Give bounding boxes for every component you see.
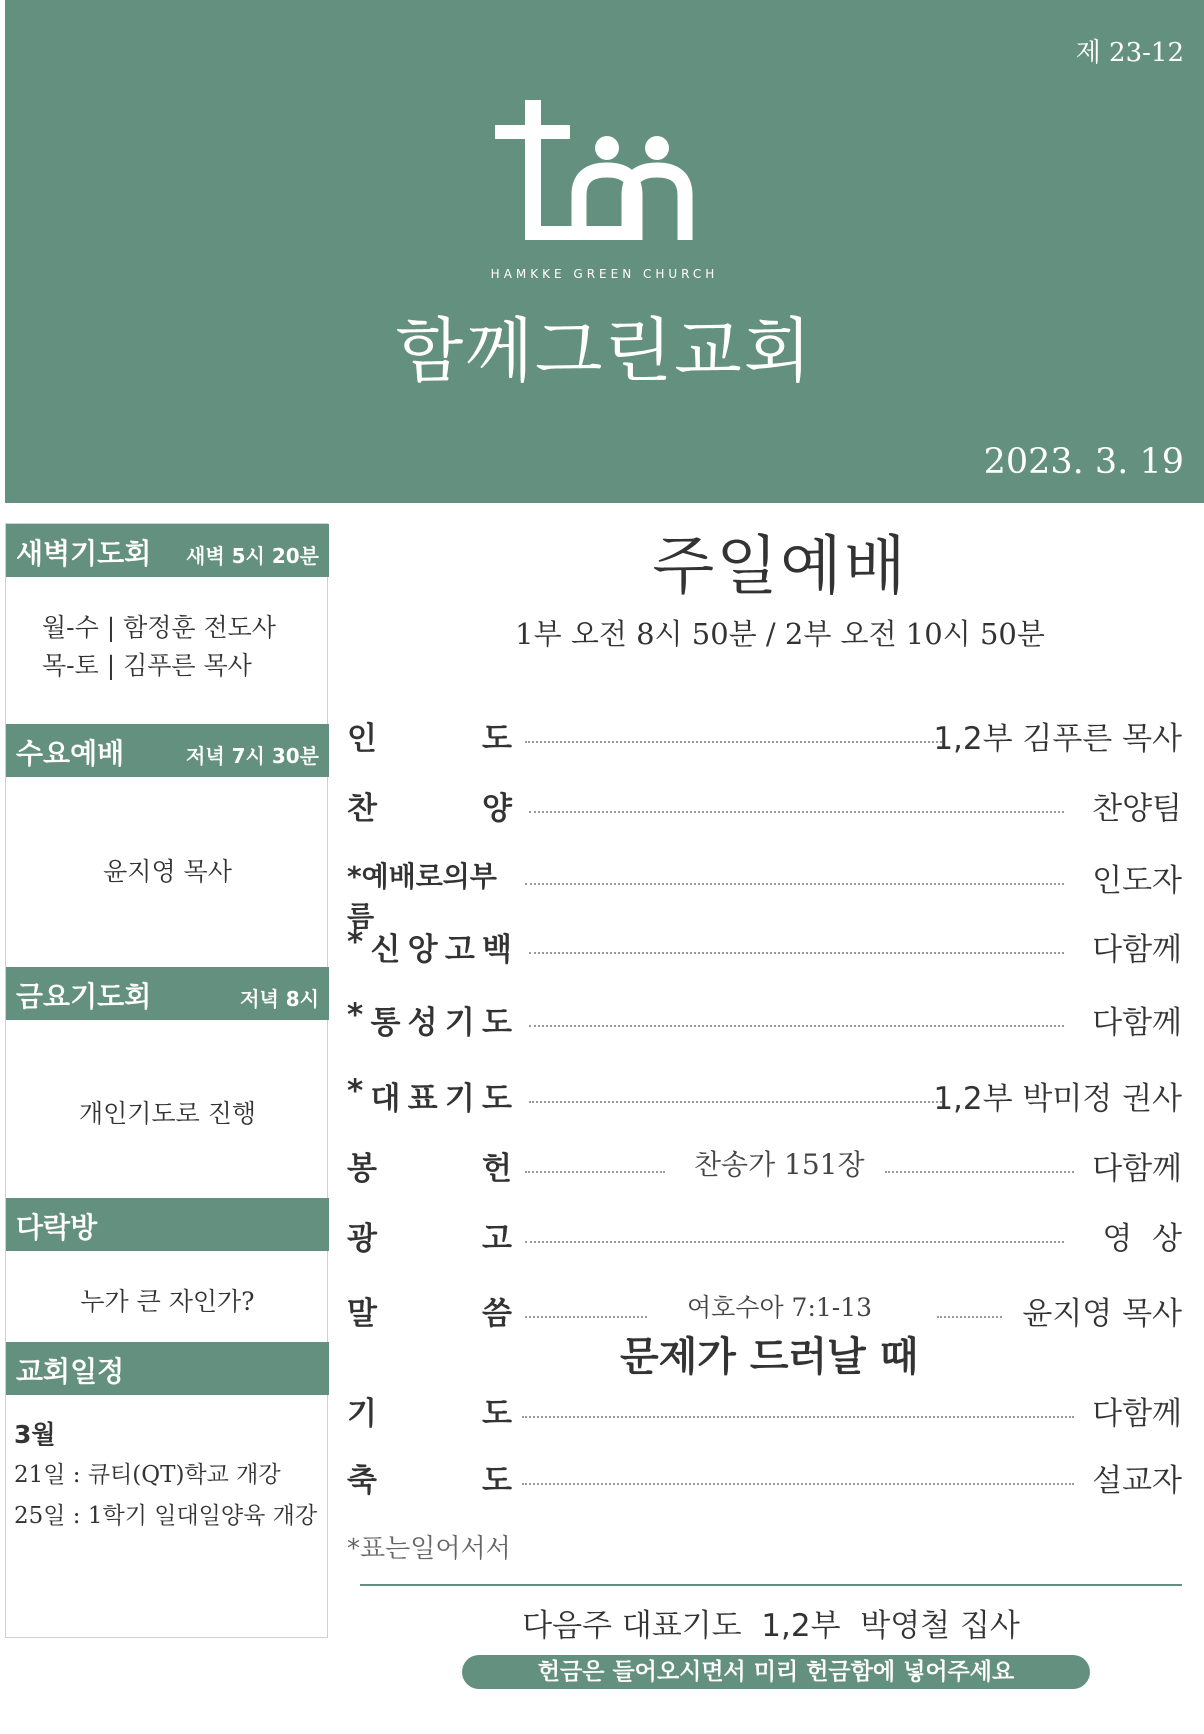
dawn-prayer-header bbox=[6, 524, 329, 577]
dotted-leader bbox=[522, 1416, 1074, 1418]
order-person: 다함께 bbox=[1092, 1151, 1182, 1187]
order-label: 축 도 bbox=[347, 1463, 512, 1499]
dotted-leader bbox=[529, 811, 1064, 813]
offering-notice: 헌금은 들어오시면서 미리 헌금함에 넣어주세요 bbox=[462, 1655, 1090, 1689]
order-row bbox=[347, 1073, 1182, 1123]
friday-prayer-header bbox=[6, 967, 329, 1020]
schedule-item: 21일 : 큐티(QT)학교 개강 bbox=[14, 1462, 281, 1488]
service-title: 주일예배 bbox=[652, 530, 908, 604]
order-row bbox=[347, 1455, 1182, 1505]
wednesday-service-leader: 윤지영 목사 bbox=[103, 857, 232, 886]
logo-subtitle: HAMKKE GREEN CHURCH bbox=[490, 267, 719, 281]
bulletin-header bbox=[5, 0, 1204, 503]
dawn-prayer-time: 새벽 5시 20분 bbox=[186, 544, 319, 568]
dawn-prayer-title: 새벽기도회 bbox=[16, 537, 152, 570]
church-name: 함께그린교회 bbox=[395, 310, 814, 392]
service-times: 1부 오전 8시 50분 / 2부 오전 10시 50분 bbox=[515, 617, 1045, 651]
wednesday-service-time: 저녁 7시 30분 bbox=[186, 744, 319, 768]
order-person: 다함께 bbox=[1092, 1396, 1182, 1432]
order-label: 기 도 bbox=[347, 1396, 512, 1432]
friday-prayer-text: 개인기도로 진행 bbox=[79, 1099, 256, 1128]
schedule-title: 교회일정 bbox=[16, 1355, 125, 1388]
order-label: * 신 앙 고 백 bbox=[347, 924, 512, 968]
order-person: 인도자 bbox=[1092, 863, 1182, 899]
dawn-prayer-body bbox=[42, 609, 322, 685]
friday-prayer-title: 금요기도회 bbox=[16, 980, 152, 1013]
order-person: 설교자 bbox=[1092, 1463, 1182, 1499]
church-logo-icon bbox=[495, 100, 725, 265]
friday-prayer-time: 저녁 8시 bbox=[240, 987, 319, 1011]
dotted-leader bbox=[937, 1316, 1002, 1318]
sermon-title: 문제가 드러날 때 bbox=[620, 1334, 919, 1380]
schedule-body bbox=[14, 1414, 326, 1537]
dawn-prayer-line: 목-토 | 김푸른 목사 bbox=[42, 651, 252, 680]
order-person: 찬양팀 bbox=[1092, 791, 1182, 827]
darakbang-text: 누가 큰 자인가? bbox=[80, 1287, 255, 1316]
order-label: 말 씀 bbox=[347, 1296, 512, 1332]
dotted-leader bbox=[529, 952, 1064, 954]
dotted-leader bbox=[525, 1316, 647, 1318]
dotted-leader bbox=[529, 1101, 942, 1103]
issue-number: 제 23-12 bbox=[1075, 38, 1184, 68]
scripture-reference: 여호수아 7:1-13 bbox=[687, 1293, 873, 1322]
order-row bbox=[347, 924, 1182, 974]
darakbang-header bbox=[6, 1198, 329, 1251]
order-row bbox=[347, 1388, 1182, 1438]
order-row bbox=[347, 1143, 1182, 1193]
dotted-leader bbox=[529, 1025, 1064, 1027]
order-person: 1,2부 박미정 권사 bbox=[933, 1081, 1182, 1117]
dotted-leader bbox=[525, 1241, 1064, 1243]
bulletin-date: 2023. 3. 19 bbox=[983, 442, 1184, 482]
order-person: 1,2부 김푸른 목사 bbox=[933, 721, 1182, 757]
wednesday-service-header bbox=[6, 724, 329, 777]
schedule-month: 3월 bbox=[14, 1420, 56, 1449]
hymn-number: 찬송가 151장 bbox=[694, 1148, 865, 1181]
order-row bbox=[347, 783, 1182, 833]
order-row bbox=[347, 997, 1182, 1047]
order-label: *예배로의부름 bbox=[347, 860, 497, 933]
standing-note: *표는일어서서 bbox=[347, 1534, 511, 1564]
order-row bbox=[347, 855, 1182, 933]
dawn-prayer-line: 월-수 | 함정훈 전도사 bbox=[42, 613, 276, 642]
order-person: 영 상 bbox=[1102, 1221, 1182, 1257]
order-person: 다함께 bbox=[1092, 1005, 1182, 1041]
order-label: 찬 양 bbox=[347, 791, 512, 827]
order-label: * 대 표 기 도 bbox=[347, 1073, 512, 1117]
order-label: * 통 성 기 도 bbox=[347, 997, 512, 1041]
darakbang-title: 다락방 bbox=[16, 1211, 98, 1244]
schedule-header bbox=[6, 1342, 329, 1395]
order-person: 다함께 bbox=[1092, 932, 1182, 968]
next-week-prayer: 다음주 대표기도 1,2부 박영철 집사 bbox=[522, 1608, 1020, 1644]
order-label: 광 고 bbox=[347, 1221, 512, 1257]
dotted-leader bbox=[522, 1483, 1074, 1485]
dotted-leader bbox=[525, 1171, 665, 1173]
dotted-leader bbox=[885, 1171, 1074, 1173]
order-label: 봉 헌 bbox=[347, 1151, 512, 1187]
order-person: 윤지영 목사 bbox=[1022, 1296, 1182, 1332]
order-row bbox=[347, 1213, 1182, 1263]
divider bbox=[360, 1584, 1182, 1586]
order-label: 인 도 bbox=[347, 721, 512, 757]
schedule-item: 25일 : 1학기 일대일양육 개강 bbox=[14, 1503, 318, 1529]
wednesday-service-title: 수요예배 bbox=[16, 737, 125, 770]
order-row bbox=[347, 713, 1182, 763]
dotted-leader bbox=[525, 741, 942, 743]
sidebar bbox=[5, 523, 328, 1638]
dotted-leader bbox=[525, 883, 1064, 885]
